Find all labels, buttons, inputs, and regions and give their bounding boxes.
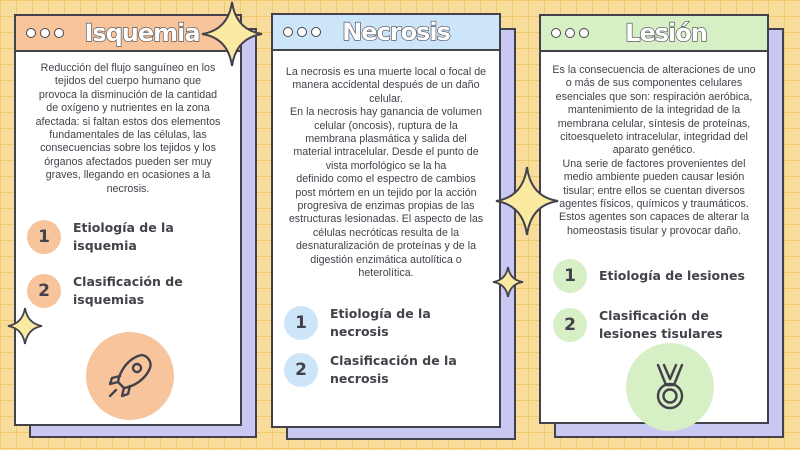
necrosis-item-2-label: Clasificación de la necrosis [330, 353, 457, 386]
isquemia-item-1-label: Etiología de la isquemia [73, 220, 174, 253]
sparkle-icon [6, 306, 44, 346]
number-badge: 2 [284, 353, 318, 387]
card-isquemia-description: Reducción del flujo sanguíneo en los tejidos del cuerpo humano que provoca la disminución de la cantidad de oxígeno y nutrientes en la zona afectada: si faltan estos dos elementos fundamentales de las células, las consecuencias sobre los tejidos y los órganos afectados pueden ser muy graves, llegando en ocasiones a la necrosis. [35, 62, 221, 195]
card-necrosis-title: Necrosis [342, 18, 450, 46]
card-isquemia [14, 14, 242, 426]
card-lesion-header [541, 16, 767, 52]
number-badge: 1 [27, 220, 61, 254]
card-lesion [539, 14, 769, 424]
card-necrosis-header [273, 15, 499, 51]
sparkle-icon [200, 0, 264, 68]
card-lesion-description: Es la consecuencia de alteraciones de uno o más de sus componentes celulares esenciales que son: respiración aeróbica, mantenimiento de la integridad de la membrana celular, síntesis de proteínas, citoesqueleto intracelular, integridad del aparato genético. Una serie de factores provenientes del medio ambiente pueden causar lesión tisular; entre ellos se cuentan diversos agentes físicos, químicos y traumáticos. Estos agentes son capaces de alterar la homeostasis tisular y provocar daño. [552, 64, 756, 237]
lesion-item-1-label: Etiología de lesiones [599, 268, 745, 283]
lesion-item-2-label: Clasificación de lesiones tisulares [599, 308, 723, 341]
card-isquemia-title: Isquemia [84, 19, 200, 47]
card-necrosis [271, 13, 501, 428]
necrosis-item-1[interactable] [284, 305, 431, 341]
lesion-item-2[interactable] [553, 307, 723, 343]
medal-emblem [626, 343, 714, 431]
necrosis-item-2[interactable] [284, 352, 457, 388]
isquemia-item-2[interactable] [27, 273, 183, 309]
card-lesion-title: Lesión [625, 19, 707, 47]
number-badge: 1 [284, 306, 318, 340]
number-badge: 2 [27, 274, 61, 308]
isquemia-item-2-label: Clasificación de isquemias [73, 274, 183, 307]
card-necrosis-description: La necrosis es una muerte local o focal de manera accidental después de un daño celular. En la necrosis hay ganancia de volumen celular (oncosis), ruptura de la membrana plasmática y salida del material intracelular. Desde el punto de vista morfológico se la ha definido como el espectro de cambios post mórtem en un tejido por la acción progresiva de enzimas propias de las estructuras lesionadas. El aspecto de las células necróticas resulta de la desnaturalización de proteínas y de la digestión enzimática autolítica o heterolítica. [285, 66, 487, 280]
number-badge: 2 [553, 308, 587, 342]
sparkle-icon [494, 165, 560, 237]
rocket-emblem [86, 332, 174, 420]
sparkle-icon [491, 265, 525, 299]
number-badge: 1 [553, 259, 587, 293]
lesion-item-1[interactable] [553, 259, 745, 293]
medal-icon [642, 359, 698, 415]
rocket-icon [102, 348, 158, 404]
isquemia-item-1[interactable] [27, 219, 174, 255]
necrosis-item-1-label: Etiología de la necrosis [330, 306, 431, 339]
